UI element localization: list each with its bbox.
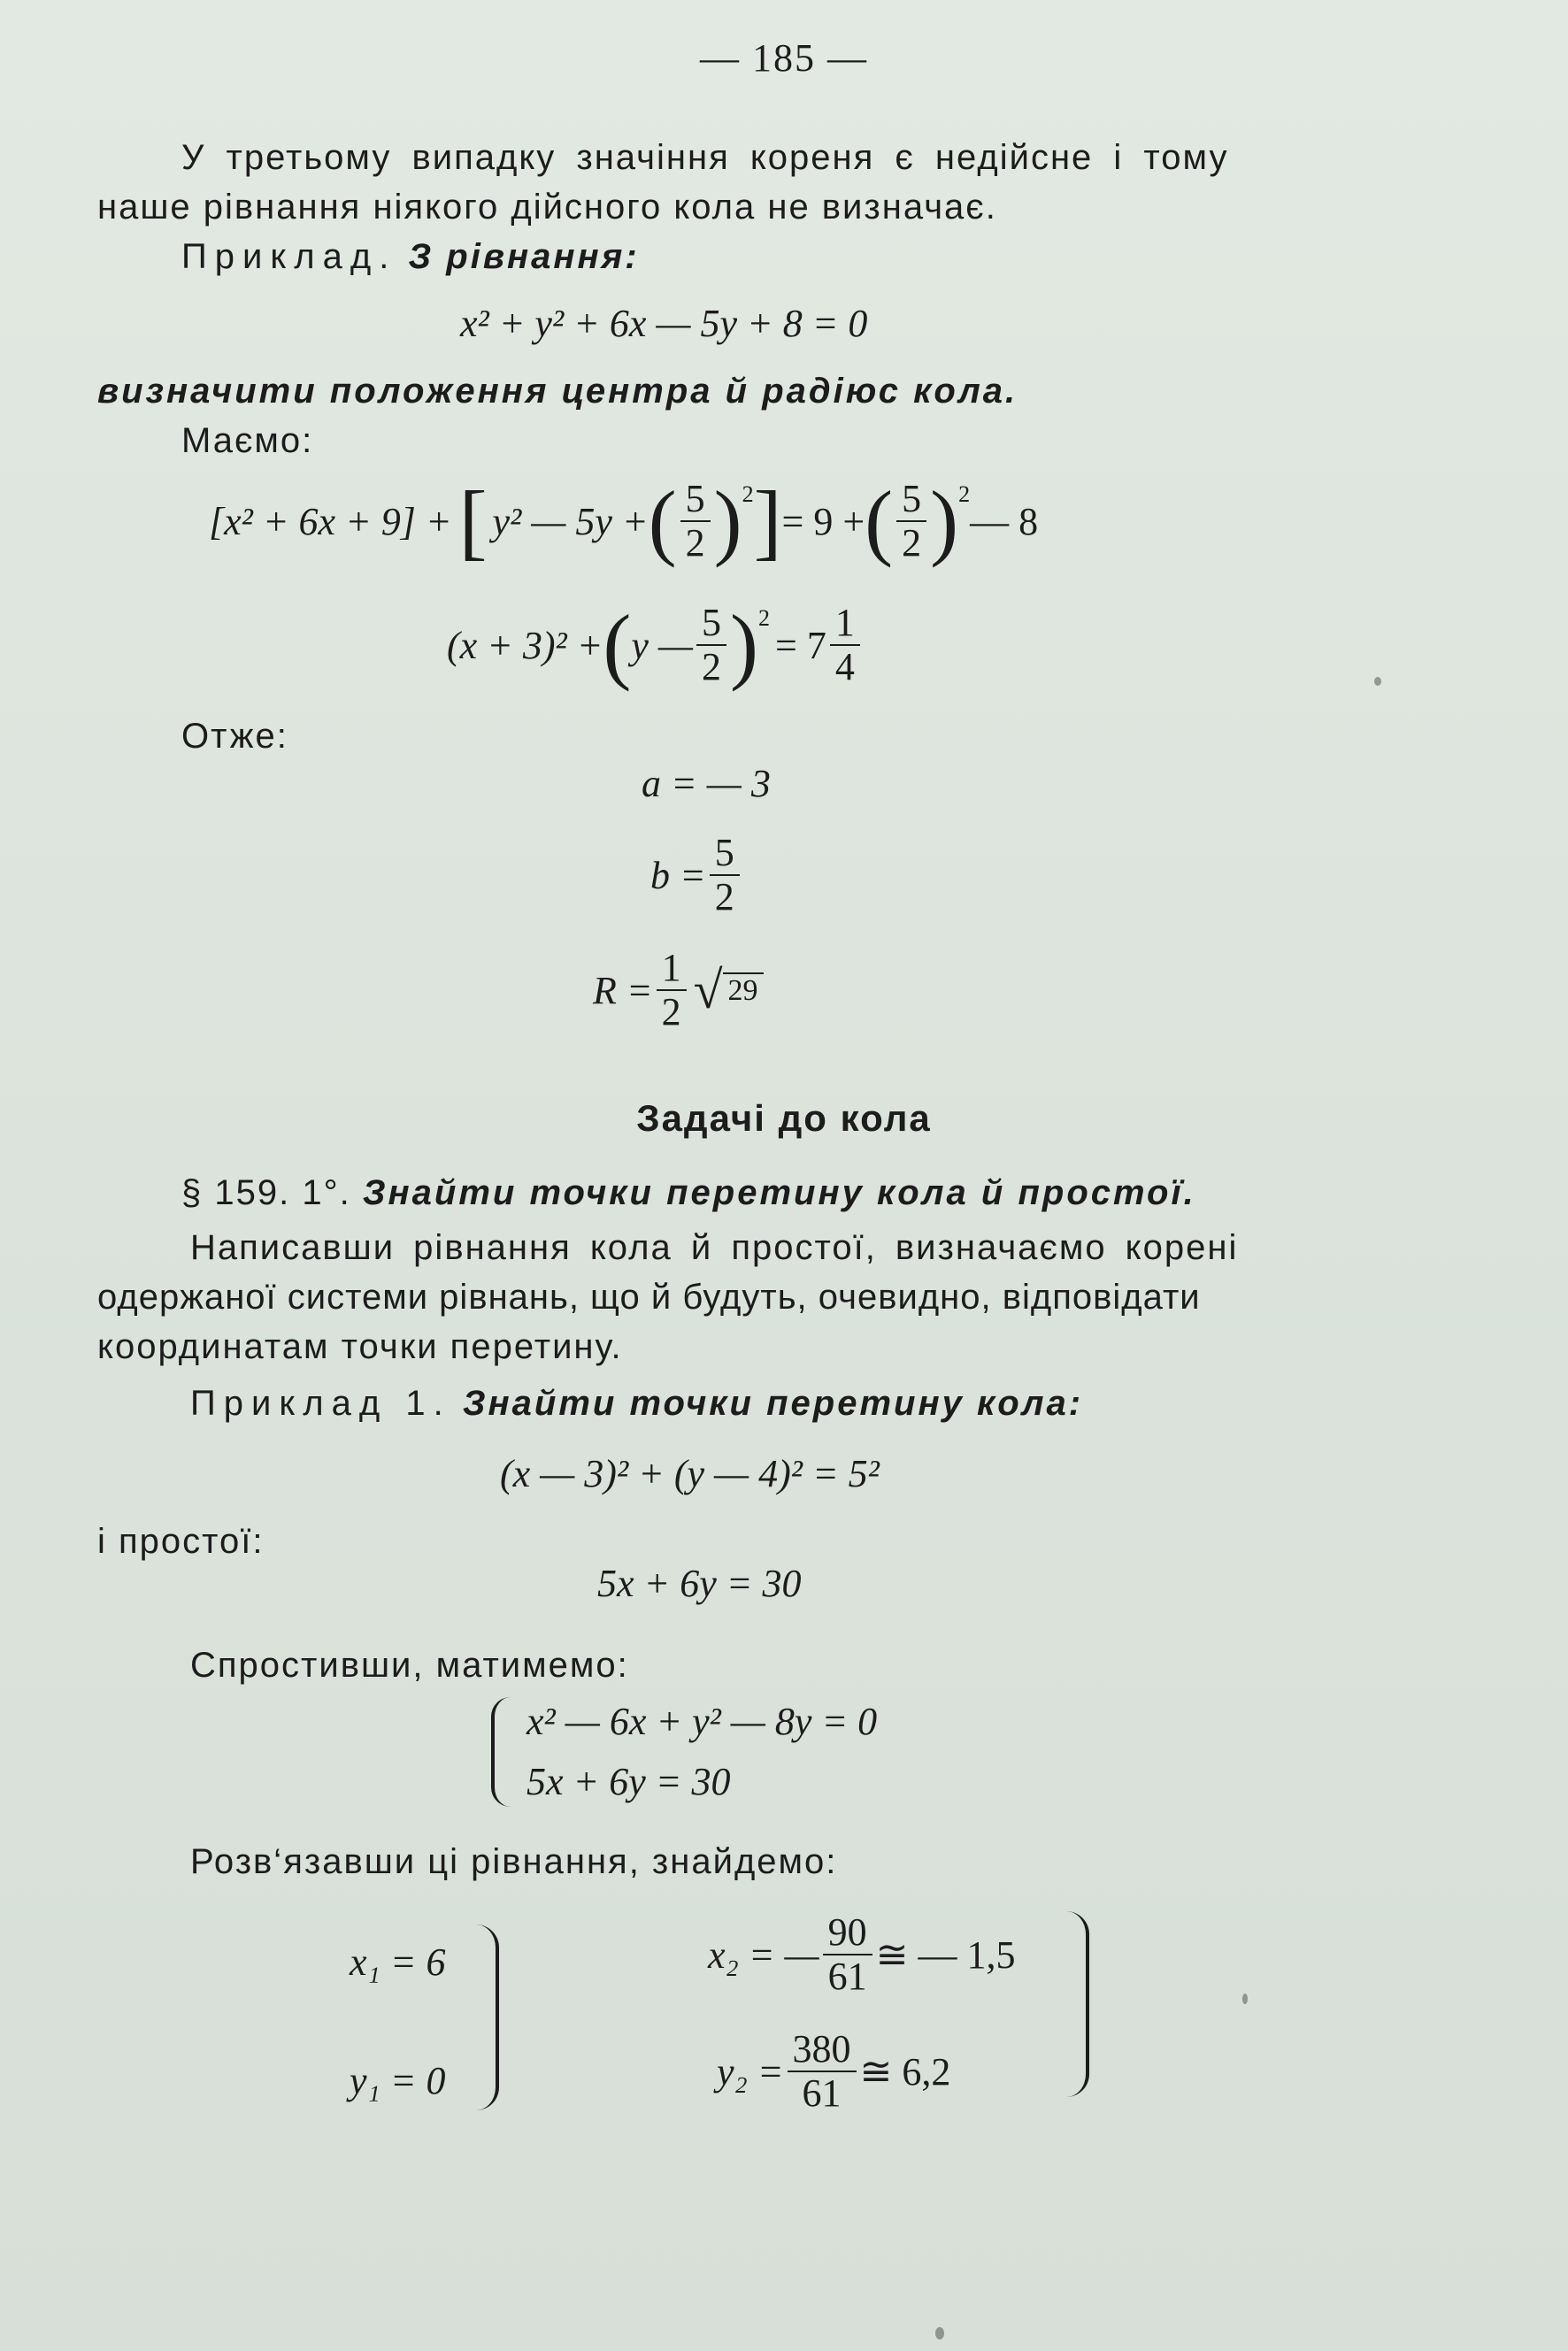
b-value: b = $\frac{5}{2}$ bbox=[650, 832, 743, 919]
eq2-rhs: = 9 + bbox=[781, 499, 865, 543]
equation-canonical: (x + 3)² + ( y — $\frac{5}{2}$ ) 2 = 7 $\frac{1}{4}$ bbox=[447, 602, 864, 689]
solution-y1: y₁ = 0 bbox=[350, 2059, 446, 2102]
system-brace bbox=[491, 1697, 511, 1807]
solution-x1: x₁ = 6 bbox=[350, 1940, 446, 1984]
section-title: Знайти точки перетину кола й простої. bbox=[362, 1173, 1196, 1212]
a-value: a = — 3 bbox=[642, 762, 771, 805]
fraction: $\frac{380}{61}$ bbox=[788, 2028, 857, 2116]
page-number: — 185 — bbox=[700, 36, 868, 80]
fraction: $\frac{5}{2}$ bbox=[710, 832, 740, 919]
equation-circle: (x — 3)² + (y — 4)² = 5² bbox=[500, 1452, 880, 1495]
solution-y2: y₂ = $\frac{380}{61}$ ≅ 6,2 bbox=[717, 2027, 951, 2116]
section-number: § 159. 1°. bbox=[181, 1173, 351, 1212]
example-italic: З рівнання: bbox=[408, 237, 640, 276]
solution-brace-2 bbox=[1066, 1911, 1089, 2097]
paragraph-line: одержаної системи рівнань, що й будуть, очевидно, відповідати bbox=[97, 1278, 1201, 1317]
eq2-left: [x² + 6x + 9] + bbox=[209, 499, 452, 543]
section-159 bbox=[181, 1175, 1196, 1210]
example-1-label: Приклад 1. bbox=[190, 1384, 451, 1423]
paragraph-line: наше рівнання ніякого дійсного кола не визначає. bbox=[97, 188, 997, 227]
example-1-italic: Знайти точки перетину кола: bbox=[462, 1384, 1084, 1423]
equation-line: 5x + 6y = 30 bbox=[597, 1562, 802, 1605]
eq3-inner: y — bbox=[631, 623, 694, 667]
equation-completing-square: [x² + 6x + 9] + [ y² — 5y + ( $\frac{5}{2}$ ) 2 ] = 9 + ( $\frac{5}{2}$ ) 2 — 8 bbox=[209, 473, 1039, 569]
sprostyvshy-label: Спростивши, матимемо: bbox=[190, 1646, 629, 1685]
eq2-inner: y² — 5y + bbox=[492, 499, 649, 543]
paper-speck bbox=[1242, 1994, 1248, 2004]
system-eq-1: x² — 6x + y² — 8y = 0 bbox=[527, 1700, 878, 1743]
solution-x2: x₂ = — $\frac{90}{61}$ ≅ — 1,5 bbox=[708, 1910, 1016, 1999]
fraction: $\frac{1}{2}$ bbox=[657, 947, 687, 1034]
paper-speck bbox=[935, 2327, 944, 2339]
example-line bbox=[181, 239, 640, 274]
paper-speck bbox=[1374, 677, 1381, 686]
i-prostoi-label: і простої: bbox=[97, 1522, 265, 1561]
eq3-left: (x + 3)² + bbox=[447, 623, 603, 667]
fraction: $\frac{1}{4}$ bbox=[830, 602, 860, 689]
example-label: Приклад. bbox=[181, 237, 397, 276]
eq3-rhs: = 7 bbox=[775, 623, 826, 667]
eq2-rhs-end: — 8 bbox=[970, 499, 1039, 543]
paragraph-line: У третьому випадку значіння кореня є недійсне і тому bbox=[181, 138, 1229, 177]
fraction: $\frac{90}{61}$ bbox=[823, 1911, 872, 1999]
equation-circle-general: x² + y² + 6x — 5y + 8 = 0 bbox=[460, 302, 868, 345]
maemo-label: Маємо: bbox=[181, 421, 314, 460]
section-heading: Задачі до кола bbox=[636, 1097, 932, 1139]
fraction: $\frac{5}{2}$ bbox=[696, 602, 726, 689]
radius-value: R = $\frac{1}{2}$ √ 29 bbox=[593, 947, 764, 1034]
otzhe-label: Отже: bbox=[181, 717, 288, 756]
example-1-line bbox=[190, 1386, 1083, 1421]
fraction: $\frac{5}{2}$ bbox=[896, 478, 926, 565]
solution-brace-1 bbox=[476, 1925, 499, 2110]
paragraph-line: Написавши рівнання кола й простої, визначаємо корені bbox=[190, 1228, 1239, 1267]
radicand: 29 bbox=[723, 972, 764, 1008]
task-line: визначити положення центра й радіюс кола. bbox=[97, 372, 1018, 411]
fraction: $\frac{5}{2}$ bbox=[680, 478, 711, 565]
rozv-label: Розв‘язавши ці рівнання, знайдемо: bbox=[190, 1842, 838, 1881]
paragraph-line: координатам точки перетину. bbox=[97, 1327, 623, 1366]
system-eq-2: 5x + 6y = 30 bbox=[527, 1760, 731, 1803]
